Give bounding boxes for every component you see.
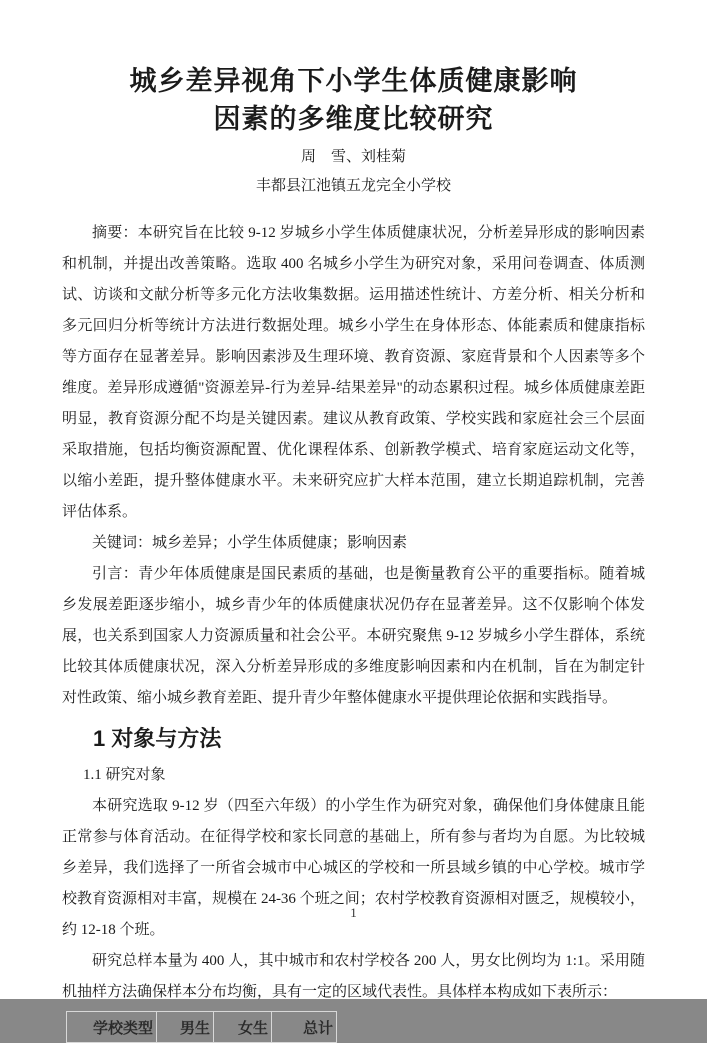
table-header-school-type: 学校类型 (67, 1012, 157, 1043)
abstract-paragraph: 摘要：本研究旨在比较 9-12 岁城乡小学生体质健康状况，分析差异形成的影响因素和机制，并提出改善策略。选取 400 名城乡小学生为研究对象，采用问卷调查、体质测试、访谈和文献分析等多元化方法收集数据。运用描述性统计、方差分析、相关分析和多元回归分析等统计方法进行数据处理。城乡小学生在身体形态、体能素质和健康指标等方面存在显著差异。影响因素涉及生理环境、教育资源、家庭背景和个人因素等多个维度。差异形成遵循"资源差异-行为差异-结果差异"的动态累积过程。城乡体质健康差距明显，教育资源分配不均是关键因素。建议从教育政策、学校实践和家庭社会三个层面采取措施，包括均衡资源配置、优化课程体系、创新教学模式、培育家庭运动文化等，以缩小差距，提升整体健康水平。未来研究应扩大样本范围，建立长期追踪机制，完善评估体系。 (62, 225, 645, 520)
table-header-row (67, 1012, 337, 1043)
affiliation: 丰都县江池镇五龙完全小学校 (255, 178, 451, 194)
paper-title-line2: 因素的多维度比较研究 (213, 104, 494, 134)
table-header-boys: 男生 (157, 1012, 214, 1043)
section-1-1-heading: 1.1 研究对象 (83, 767, 166, 783)
paper-title-line1: 城乡差异视角下小学生体质健康影响 (129, 66, 578, 96)
table-header-total: 总计 (272, 1012, 337, 1043)
authors: 周 雪、刘桂菊 (300, 149, 406, 165)
research-subjects-paragraph: 本研究选取 9-12 岁（四至六年级）的小学生作为研究对象，确保他们身体健康且能正常参与体育活动。在征得学校和家长同意的基础上，所有参与者均为自愿。为比较城乡差异，我们选择了一所省会城市中心城区的学校和一所县域乡镇的中心学校。城市学校教育资源相对丰富，规模在 24-36 个班之间；农村学校教育资源相对匮乏，规模较小，约 12-18 个班。 (62, 798, 645, 938)
introduction-paragraph: 引言：青少年体质健康是国民素质的基础，也是衡量教育公平的重要指标。随着城乡发展差距逐步缩小，城乡青少年的体质健康状况仍存在显著差异。这不仅影响个体发展，也关系到国家人力资源质量和社会公平。本研究聚焦 9-12 岁城乡小学生群体，系统比较其体质健康状况，深入分析差异形成的多维度影响因素和内在机制，旨在为制定针对性政策、缩小城乡教育差距、提升青少年整体健康水平提供理论依据和实践指导。 (62, 566, 645, 706)
sample-size-paragraph: 研究总样本量为 400 人，其中城市和农村学校各 200 人，男女比例均为 1:1。采用随机抽样方法确保样本分布均衡，具有一定的区域代表性。具体样本构成如下表所示： (62, 953, 645, 1000)
section-1-heading: 1 对象与方法 (93, 726, 222, 751)
paper-title (62, 62, 645, 138)
page-number: 1 (350, 905, 357, 920)
keywords-line: 关键词：城乡差异；小学生体质健康；影响因素 (92, 535, 408, 551)
table-header-girls: 女生 (214, 1012, 272, 1043)
sample-composition-table (66, 1011, 337, 1043)
